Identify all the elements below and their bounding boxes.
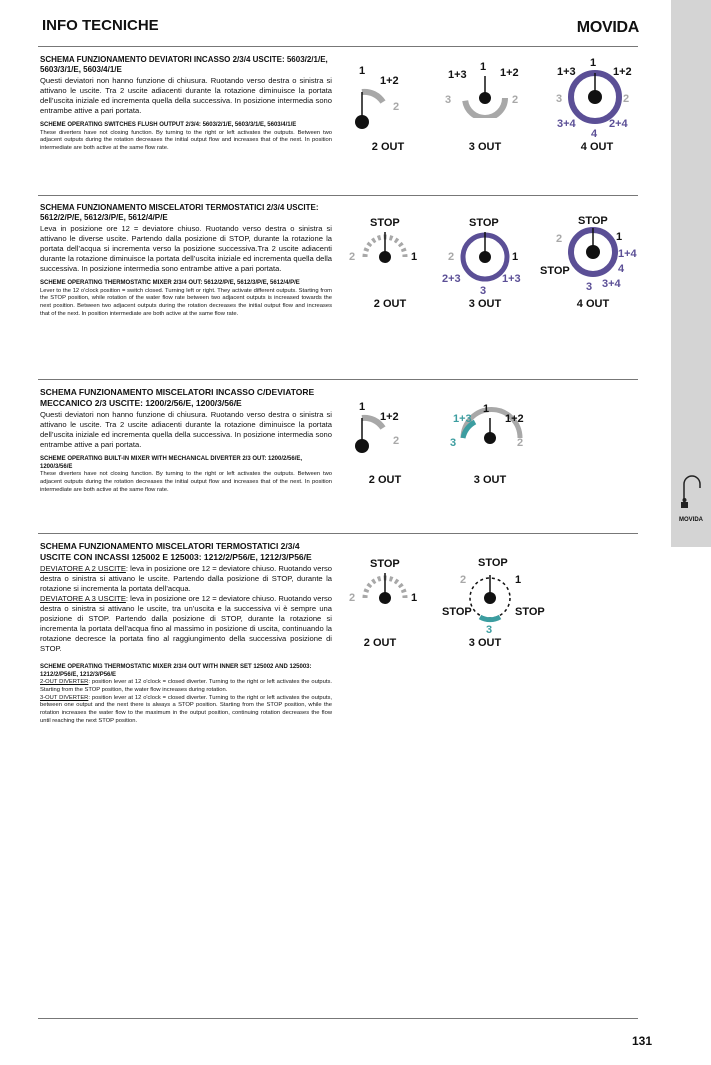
out-label: 2 OUT bbox=[373, 298, 407, 310]
svg-text:4: 4 bbox=[591, 128, 598, 140]
out-label: 3 OUT bbox=[468, 637, 502, 649]
out-label: 3 OUT bbox=[468, 298, 502, 310]
svg-text:1: 1 bbox=[480, 61, 487, 73]
svg-text:2: 2 bbox=[623, 93, 630, 105]
section-body-en: Lever to the 12 o'clock position = switch closed. Turning left or right. They activate different outputs. Starting from the STOP position, while rotation of the water flow rate between two adjacent outputs is increased towards the next position. Between two adjacent outputs during the rotation decreases the initial output flow and increases that of the next. In position intermediate are both active at the same flow rate. bbox=[40, 287, 332, 317]
out-label: 3 OUT bbox=[468, 141, 502, 153]
svg-text:STOP: STOP bbox=[370, 558, 400, 570]
svg-text:2: 2 bbox=[448, 251, 455, 263]
section-body-it: Questi deviatori non hanno funzione di chiusura. Ruotando verso destra o sinistra si attivano le uscite. Tra 2 uscite adiacenti durante la rotazione diminuisce la portata dell’uscita iniziale ed incrementa quella della successiva. In posizione intermedia sono entrambe attive a pari portata. bbox=[40, 410, 332, 449]
svg-text:STOP: STOP bbox=[540, 265, 570, 277]
svg-text:3+4: 3+4 bbox=[602, 278, 621, 290]
svg-text:1: 1 bbox=[411, 251, 418, 263]
svg-text:2: 2 bbox=[460, 574, 467, 586]
header-divider bbox=[38, 46, 638, 47]
text-2-out: : leva in posizione ore 12 = deviatore chiuso. Ruotando verso destra o sinistra si attivano le uscite. Partendo dalla posizione di STOP, durante la rotazione si incrementa la portata dell’acqua. bbox=[40, 564, 332, 593]
svg-text:1: 1 bbox=[359, 65, 366, 77]
svg-text:1+2: 1+2 bbox=[613, 66, 632, 78]
out-label: 2 OUT bbox=[368, 474, 402, 486]
svg-text:STOP: STOP bbox=[578, 215, 608, 227]
footer-divider bbox=[38, 1018, 638, 1019]
svg-text:1+3: 1+3 bbox=[453, 413, 472, 425]
svg-text:1+3: 1+3 bbox=[557, 66, 576, 78]
section-divider bbox=[38, 195, 638, 196]
svg-text:1: 1 bbox=[616, 231, 623, 243]
svg-text:3: 3 bbox=[480, 285, 487, 297]
label-3-out-en: 3-OUT DIVERTER bbox=[40, 694, 89, 701]
dial-2-out-inner-set bbox=[345, 553, 430, 613]
section-body-en: These diverters have not closing function. By turning to the right or left activates the outputs. Between two adjacent outputs during the rotation decreases the initial output flow and increases that of the next. In position intermediate are both active at the same flow rate. bbox=[40, 129, 332, 152]
svg-text:1+3: 1+3 bbox=[448, 69, 467, 81]
page-title: INFO TECNICHE bbox=[42, 17, 159, 34]
dial-2-out-diverter bbox=[345, 62, 435, 132]
svg-text:1: 1 bbox=[515, 574, 522, 586]
svg-text:1: 1 bbox=[590, 57, 597, 69]
dial-3-out-thermostatic bbox=[440, 212, 530, 297]
sidebar-tab[interactable] bbox=[671, 470, 711, 523]
svg-text:2: 2 bbox=[393, 435, 400, 447]
out-label: 2 OUT bbox=[371, 141, 405, 153]
svg-text:2: 2 bbox=[349, 251, 356, 263]
svg-text:1+4: 1+4 bbox=[618, 248, 637, 260]
svg-text:3: 3 bbox=[486, 624, 493, 635]
svg-text:1+2: 1+2 bbox=[505, 413, 524, 425]
section-body-en: These diverters have not closing function. By turning to the right or left activates the outputs. Between two adjacent outputs during the rotation decreases the initial output flow and increases that of the next. In position intermediate are both active at the same flow rate. bbox=[40, 471, 332, 493]
section-body-it: Questi deviatori non hanno funzione di chiusura. Ruotando verso destra o sinistra si attivano le uscite. Tra 2 uscite adiacenti durante la rotazione diminuisce la portata dell’uscita iniziale ed incrementa quella della successiva. In posizione intermedia sono entrambe attive a pari portata. bbox=[40, 76, 332, 115]
section-title-it: SCHEMA FUNZIONAMENTO DEVIATORI INCASSO 2/3/4 USCITE: 5603/2/1/E, 5603/3/1/E, 5603/4/1/E bbox=[40, 55, 328, 74]
section-title-en: SCHEME OPERATING THERMOSTATIC MIXER 2/3/4 OUT: 5612/2/P/E, 5612/3/P/E, 5612/4/P/E bbox=[40, 280, 300, 286]
section-body-en bbox=[40, 679, 332, 726]
text-3-out-en: : position lever at 12 o'clock = closed diverter. Turning to the right or left activates the outputs, between one output and the next there is always a STOP position. Starting from the STOP position, while the rotation increases the water flow to the maximum in the output position, continuing rotation decreases the flow until reaching the next STOP position. bbox=[40, 694, 332, 724]
out-label: 4 OUT bbox=[580, 141, 614, 153]
out-label: 3 OUT bbox=[473, 474, 507, 486]
svg-text:STOP: STOP bbox=[442, 606, 472, 618]
section-deviatori bbox=[40, 55, 332, 153]
section-title-it: SCHEMA FUNZIONAMENTO MISCELATORI INCASSO C/DEVIATORE MECCANICO 2/3 USCITE: 1200/2/56/E, 1200/3/56/E bbox=[40, 387, 315, 408]
svg-text:2+3: 2+3 bbox=[442, 273, 461, 285]
text-3-out: : leva in posizione ore 12 = deviatore chiuso. Ruotando verso destra o sinistra si attivano le uscite, tra un’uscita e la successiva vi è sempre una posizione di STOP. Partendo dalla posizione di STOP, durante la rotazione si incrementa la portata dell’acqua fino al massimo in posizione di uscita, continuando la rotazione decresce la portata fino al raggiungimento della successiva posizione di STOP. bbox=[40, 594, 332, 653]
dial-4-out-diverter bbox=[553, 55, 643, 140]
dial-3-out-mechanical bbox=[445, 400, 540, 455]
svg-text:1+2: 1+2 bbox=[500, 67, 519, 79]
svg-text:1: 1 bbox=[359, 401, 366, 413]
svg-text:1: 1 bbox=[411, 592, 418, 604]
svg-text:2: 2 bbox=[517, 437, 524, 449]
svg-text:2: 2 bbox=[393, 101, 400, 113]
svg-text:STOP: STOP bbox=[370, 217, 400, 229]
out-label: 2 OUT bbox=[363, 637, 397, 649]
svg-text:STOP: STOP bbox=[478, 557, 508, 569]
sidebar-tab-label: MOVIDA bbox=[679, 517, 703, 523]
brand-name: MOVIDA bbox=[576, 19, 639, 36]
section-title-it: SCHEMA FUNZIONAMENTO MISCELATORI TERMOSTATICI 2/3/4 USCITE: 5612/2/P/E, 5612/3/P/E, 5612/4/P/E bbox=[40, 203, 319, 222]
svg-text:2+4: 2+4 bbox=[609, 118, 628, 130]
out-label: 4 OUT bbox=[576, 298, 610, 310]
label-3-out: DEVIATORE A 3 USCITE bbox=[40, 594, 126, 603]
sidebar-strip bbox=[671, 0, 711, 547]
section-divider bbox=[38, 379, 638, 380]
svg-text:2: 2 bbox=[512, 94, 519, 106]
dial-2-out-thermostatic bbox=[345, 212, 430, 272]
svg-text:STOP: STOP bbox=[515, 606, 545, 618]
section-title-en: SCHEME OPERATING SWITCHES FLUSH OUTPUT 2/3/4: 5603/2/1/E, 5603/3/1/E, 5603/4/1/E bbox=[40, 122, 297, 128]
svg-text:3: 3 bbox=[445, 94, 452, 106]
svg-text:2: 2 bbox=[349, 592, 356, 604]
section-body-it: Leva in posizione ore 12 = deviatore chiuso. Ruotando verso destra o sinistra si attivano le diverse uscite. Partendo dalla posizione di STOP, durante la rotazione la portata dell’acqua si incrementa verso la posizione successiva.Tra 2 uscite adiacenti durante la rotazione diminuisce la portata dell’uscita iniziale ed incrementa quella della successiva. In posizione intermedia sono entrambe attive a pari portata. bbox=[40, 224, 332, 273]
svg-text:1+2: 1+2 bbox=[380, 411, 399, 423]
svg-text:3+4: 3+4 bbox=[557, 118, 576, 130]
dial-2-out-mechanical bbox=[345, 398, 435, 458]
svg-text:STOP: STOP bbox=[469, 217, 499, 229]
svg-text:4: 4 bbox=[618, 263, 625, 275]
section-title-en: SCHEME OPERATING THERMOSTATIC MIXER 2/3/4 OUT WITH INNER SET 125002 AND 125003: 1212/2/P56/E, 1212/3/P56/E bbox=[40, 664, 312, 678]
dial-4-out-thermostatic bbox=[538, 212, 638, 292]
svg-text:1+3: 1+3 bbox=[502, 273, 521, 285]
dial-3-out-diverter bbox=[440, 58, 530, 118]
section-divider bbox=[38, 533, 638, 534]
section-title-it: SCHEMA FUNZIONAMENTO MISCELATORI TERMOSTATICI 2/3/4 USCITE CON INCASSI 125002 E 125003: 1212/2/P56/E, 1212/3/P56/E bbox=[40, 541, 312, 562]
svg-text:3: 3 bbox=[586, 281, 593, 292]
label-2-out-en: 2-OUT DIVERTER bbox=[40, 679, 89, 685]
page-number: 131 bbox=[632, 1034, 653, 1048]
section-termostatici-incasso bbox=[40, 541, 332, 726]
svg-text:3: 3 bbox=[556, 93, 563, 105]
svg-text:2: 2 bbox=[556, 233, 563, 245]
section-termostatici bbox=[40, 203, 332, 319]
section-title-en: SCHEME OPERATING BUILT-IN MIXER WITH MECHANICAL DIVERTER 2/3 OUT: 1200/2/56/E, 1200/3/56/E bbox=[40, 456, 303, 470]
faucet-icon bbox=[678, 470, 704, 510]
section-body-it bbox=[40, 564, 332, 654]
svg-text:3: 3 bbox=[450, 437, 457, 449]
svg-text:1+2: 1+2 bbox=[380, 75, 399, 87]
label-2-out: DEVIATORE A 2 USCITE bbox=[40, 564, 126, 573]
svg-text:1: 1 bbox=[512, 251, 519, 263]
dial-3-out-inner-set bbox=[440, 553, 550, 635]
svg-text:1: 1 bbox=[483, 403, 490, 415]
section-miscelatori-incasso bbox=[40, 387, 332, 494]
text-2-out-en: : position lever at 12 o'clock = closed diverter. Turning to the right or left activates the outputs. Starting from the STOP position, the water flow increases during rotation. bbox=[40, 679, 332, 693]
